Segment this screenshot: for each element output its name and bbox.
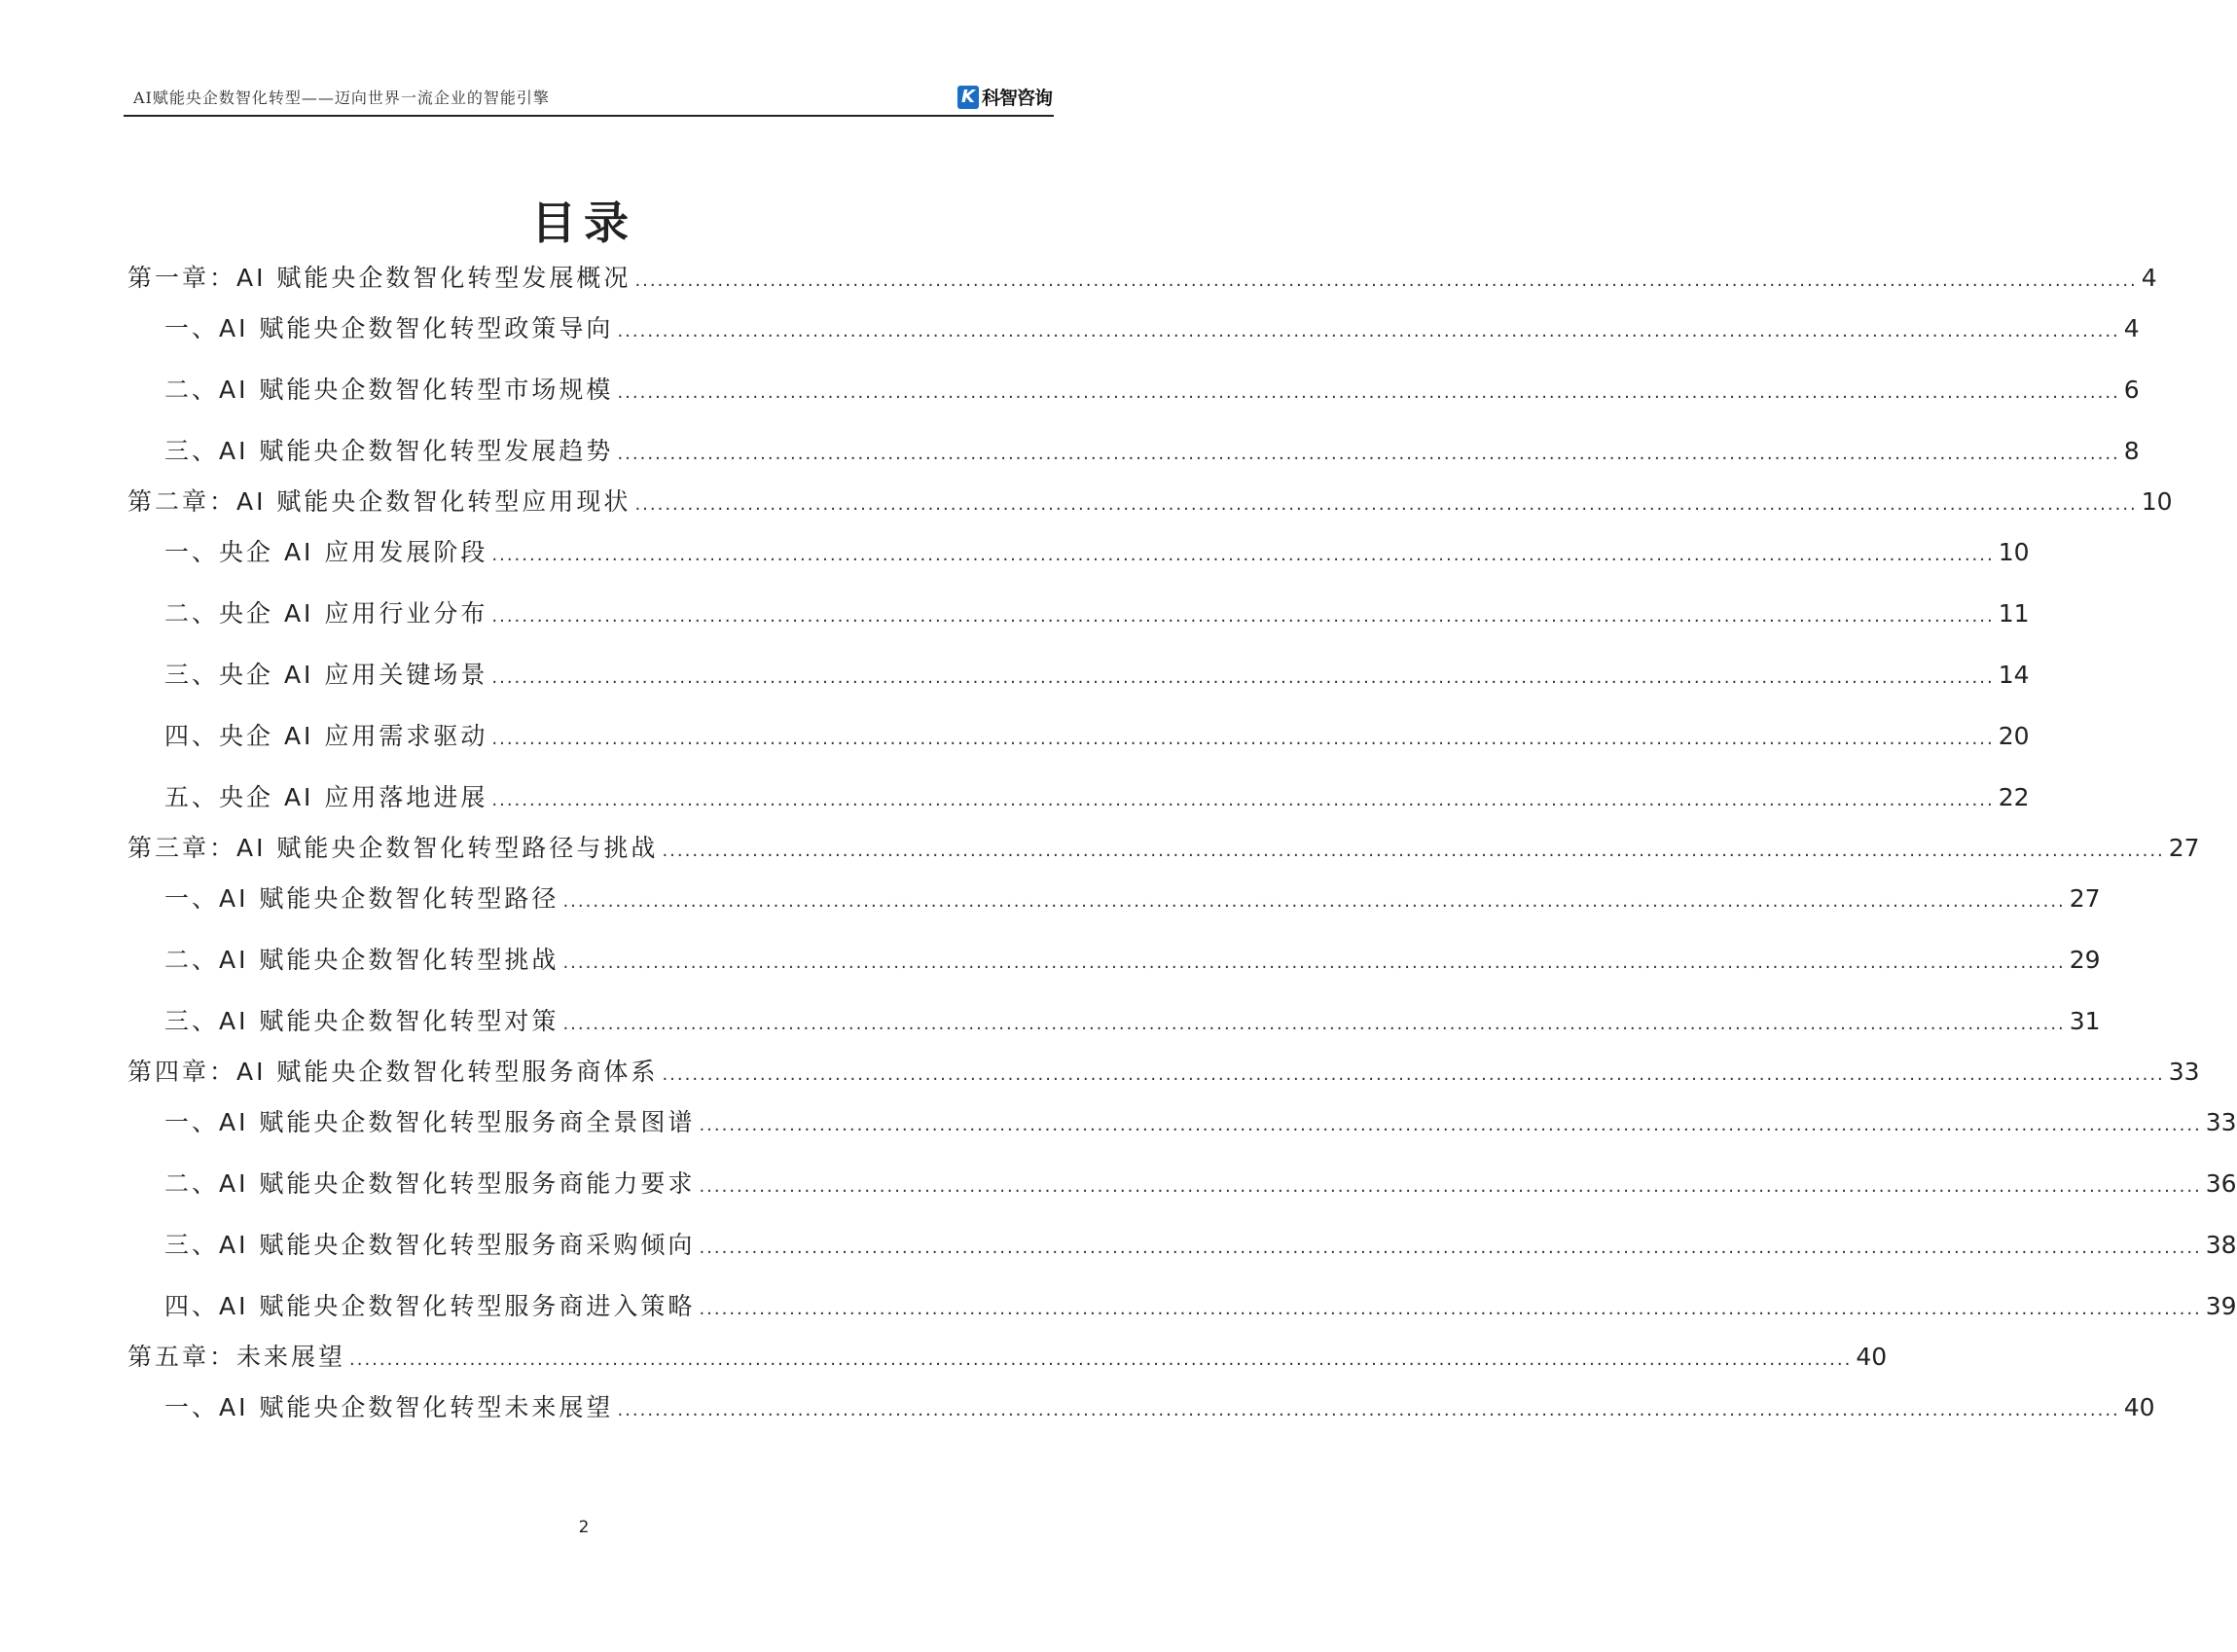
leader-dots: ........................................................................................................................................................................................................ xyxy=(491,545,1995,565)
toc-entry-section[interactable] xyxy=(127,1220,2237,1271)
toc-entry-label: 一、AI 赋能央企数智化转型服务商全景图谱 xyxy=(164,1108,696,1136)
toc-entry-section[interactable] xyxy=(127,772,2030,823)
logo-icon: K xyxy=(957,86,979,109)
toc-entry-section[interactable] xyxy=(127,1383,2155,1433)
logo-text: 科智咨询 xyxy=(981,88,1052,109)
toc-entry-label: 三、AI 赋能央企数智化转型对策 xyxy=(164,1007,559,1035)
toc-entry-section[interactable] xyxy=(127,426,2140,477)
toc-entry-chapter[interactable] xyxy=(127,823,2200,874)
toc-entry-section[interactable] xyxy=(127,304,2140,354)
toc-entry-page: 33 xyxy=(2168,1058,2200,1086)
toc-entry-section[interactable] xyxy=(127,711,2030,762)
leader-dots: ........................................................................................................................................................................................................ xyxy=(699,1299,2202,1319)
toc-entry-page: 39 xyxy=(2205,1292,2237,1320)
toc-entry-page: 31 xyxy=(2069,1007,2101,1035)
leader-dots: ........................................................................................................................................................................................................ xyxy=(617,444,2120,464)
toc-entry-label: 第二章：AI 赋能央企数智化转型应用现状 xyxy=(127,487,631,516)
leader-dots: ........................................................................................................................................................................................................ xyxy=(562,1014,2066,1034)
leader-dots: ........................................................................................................................................................................................................ xyxy=(617,321,2120,341)
leader-dots: ........................................................................................................................................................................................................ xyxy=(562,891,2066,912)
leader-dots: ........................................................................................................................................................................................................ xyxy=(617,382,2120,403)
toc-entry-page: 8 xyxy=(2123,437,2140,465)
leader-dots: ........................................................................................................................................................................................................ xyxy=(662,1064,2165,1085)
page-header xyxy=(124,84,1054,117)
toc-entry-chapter[interactable] xyxy=(127,477,2173,527)
toc-entry-page: 33 xyxy=(2205,1108,2237,1136)
toc-entry-label: 二、AI 赋能央企数智化转型挑战 xyxy=(164,946,559,974)
toc-entry-section[interactable] xyxy=(127,365,2140,415)
toc-entry-section[interactable] xyxy=(127,650,2030,700)
table-of-contents xyxy=(127,253,2237,1433)
toc-entry-chapter[interactable] xyxy=(127,1332,1888,1383)
toc-entry-label: 第三章：AI 赋能央企数智化转型路径与挑战 xyxy=(127,834,659,862)
toc-entry-label: 第一章：AI 赋能央企数智化转型发展概况 xyxy=(127,264,631,292)
toc-entry-label: 一、AI 赋能央企数智化转型路径 xyxy=(164,884,559,913)
leader-dots: ........................................................................................................................................................................................................ xyxy=(699,1115,2202,1135)
toc-entry-label: 四、AI 赋能央企数智化转型服务商进入策略 xyxy=(164,1292,696,1320)
toc-entry-section[interactable] xyxy=(127,1159,2237,1209)
toc-entry-chapter[interactable] xyxy=(127,1047,2200,1097)
leader-dots: ........................................................................................................................................................................................................ xyxy=(634,494,2138,515)
toc-entry-label: 三、AI 赋能央企数智化转型发展趋势 xyxy=(164,437,614,465)
toc-entry-section[interactable] xyxy=(127,874,2101,924)
toc-entry-page: 11 xyxy=(1998,599,2030,628)
toc-entry-page: 40 xyxy=(1856,1343,1888,1371)
toc-entry-label: 一、AI 赋能央企数智化转型未来展望 xyxy=(164,1393,614,1421)
toc-entry-page: 27 xyxy=(2168,834,2200,862)
page-number: 2 xyxy=(578,1518,590,1537)
leader-dots: ........................................................................................................................................................................................................ xyxy=(491,729,1995,749)
header-doc-title: AI赋能央企数智化转型——迈向世界一流企业的智能引擎 xyxy=(133,89,550,107)
toc-title: 目录 xyxy=(531,197,636,249)
toc-entry-section[interactable] xyxy=(127,1281,2237,1332)
toc-entry-label: 一、AI 赋能央企数智化转型政策导向 xyxy=(164,314,614,342)
company-logo xyxy=(957,84,1052,110)
toc-entry-chapter[interactable] xyxy=(127,253,2157,304)
leader-dots: ........................................................................................................................................................................................................ xyxy=(662,841,2165,861)
toc-entry-label: 三、央企 AI 应用关键场景 xyxy=(164,661,488,689)
toc-entry-label: 第四章：AI 赋能央企数智化转型服务商体系 xyxy=(127,1058,659,1086)
leader-dots: ........................................................................................................................................................................................................ xyxy=(699,1176,2202,1197)
leader-dots: ........................................................................................................................................................................................................ xyxy=(491,606,1995,627)
toc-entry-label: 三、AI 赋能央企数智化转型服务商采购倾向 xyxy=(164,1231,696,1259)
toc-entry-page: 4 xyxy=(2141,264,2157,292)
toc-entry-label: 二、央企 AI 应用行业分布 xyxy=(164,599,488,628)
leader-dots: ........................................................................................................................................................................................................ xyxy=(562,952,2066,973)
leader-dots: ........................................................................................................................................................................................................ xyxy=(491,667,1995,688)
leader-dots: ........................................................................................................................................................................................................ xyxy=(491,790,1995,810)
toc-entry-page: 29 xyxy=(2069,946,2101,974)
toc-entry-section[interactable] xyxy=(127,527,2030,578)
toc-entry-section[interactable] xyxy=(127,589,2030,639)
toc-entry-label: 二、AI 赋能央企数智化转型市场规模 xyxy=(164,376,614,404)
toc-entry-page: 10 xyxy=(1998,538,2030,566)
toc-entry-section[interactable] xyxy=(127,1097,2237,1148)
leader-dots: ........................................................................................................................................................................................................ xyxy=(617,1400,2120,1420)
toc-entry-section[interactable] xyxy=(127,935,2101,986)
toc-entry-label: 五、央企 AI 应用落地进展 xyxy=(164,783,488,811)
toc-entry-page: 6 xyxy=(2123,376,2140,404)
toc-entry-page: 4 xyxy=(2123,314,2140,342)
toc-entry-label: 第五章：未来展望 xyxy=(127,1343,346,1371)
toc-entry-page: 36 xyxy=(2205,1169,2237,1198)
toc-entry-page: 22 xyxy=(1998,783,2030,811)
toc-entry-label: 一、央企 AI 应用发展阶段 xyxy=(164,538,488,566)
leader-dots: ........................................................................................................................................................................................................ xyxy=(634,270,2138,291)
toc-entry-page: 38 xyxy=(2205,1231,2237,1259)
toc-entry-label: 四、央企 AI 应用需求驱动 xyxy=(164,722,488,750)
toc-entry-page: 10 xyxy=(2141,487,2173,516)
leader-dots: ........................................................................................................................................................................................................ xyxy=(349,1349,1853,1370)
toc-entry-page: 20 xyxy=(1998,722,2030,750)
toc-entry-page: 27 xyxy=(2069,884,2101,913)
toc-entry-section[interactable] xyxy=(127,996,2101,1047)
leader-dots: ........................................................................................................................................................................................................ xyxy=(699,1238,2202,1258)
toc-entry-page: 14 xyxy=(1998,661,2030,689)
toc-entry-page: 40 xyxy=(2123,1393,2155,1421)
toc-entry-label: 二、AI 赋能央企数智化转型服务商能力要求 xyxy=(164,1169,696,1198)
